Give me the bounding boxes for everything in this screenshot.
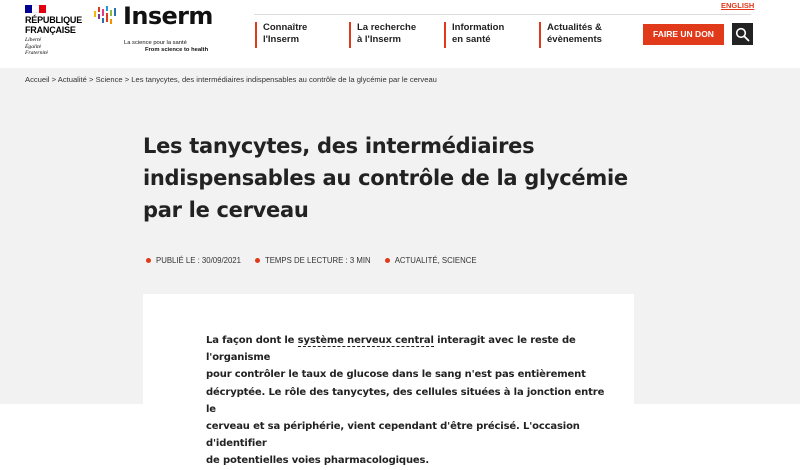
breadcrumb-separator: >: [89, 75, 94, 84]
breadcrumb-actualite[interactable]: Actualité: [57, 75, 87, 84]
bullet-icon: [255, 258, 260, 263]
nav-item-connaitre-inserm[interactable]: [255, 22, 307, 48]
french-flag-icon: [25, 5, 46, 13]
inserm-tagline-en: From science to health: [145, 47, 209, 53]
rf-name: RÉPUBLIQUE FRANÇAISE: [25, 15, 83, 35]
nav-label: Actualités &: [547, 22, 602, 33]
inserm-wordmark: Inserm: [123, 2, 213, 30]
nav-item-information-sante[interactable]: [444, 22, 504, 48]
nav-label: l'Inserm: [263, 33, 300, 45]
inserm-logo-icon: [93, 5, 123, 31]
glossary-term-link[interactable]: système nerveux central: [297, 335, 434, 346]
article-categories: ACTUALITÉ, SCIENCE: [385, 256, 477, 265]
breadcrumb-separator: >: [124, 75, 130, 84]
donate-button[interactable]: FAIRE UN DON: [643, 24, 724, 45]
nav-item-actualites[interactable]: [539, 22, 602, 48]
breadcrumb-separator: >: [51, 75, 57, 84]
page-title: Les tanycytes, des intermédiaires indispensables au contrôle de la glycémie par le cerveau: [143, 134, 628, 222]
published-date: PUBLIÉ LE : 30/09/2021: [146, 256, 241, 265]
article-lead: La façon dont le système nerveux central interagit avec le reste de l'organisme pour contrôler le taux de glucose dans le sang n'est pas entièrement décryptée. Le rôle des tanycytes, des cellules situées à la jonction entre le cerveau et sa périphérie, vient cependant d'être précisé. L'occasion d'identifier de potentielles voies pharmacologiques.: [206, 335, 605, 467]
search-button[interactable]: [732, 23, 753, 45]
bullet-icon: [385, 258, 390, 263]
nav-label: La recherche: [357, 22, 417, 33]
breadcrumb-home[interactable]: Accueil: [25, 75, 50, 84]
header-divider: [254, 14, 751, 15]
inserm-logo[interactable]: [93, 3, 223, 61]
site-header: [0, 0, 800, 68]
nav-label: en santé: [452, 33, 491, 45]
search-icon: [735, 27, 750, 42]
nav-label: Information: [452, 22, 505, 33]
nav-label: Connaître: [263, 22, 308, 33]
republique-francaise-logo[interactable]: [25, 5, 95, 61]
english-language-link[interactable]: ENGLISH: [721, 1, 755, 10]
rf-motto: Liberté Égalité Fraternité: [25, 37, 48, 56]
breadcrumb: [25, 75, 437, 84]
article-meta: [146, 256, 491, 265]
article-body-card: [143, 294, 634, 467]
nav-label: à l'Inserm: [357, 33, 401, 45]
inserm-tagline-fr: La science pour la santé: [124, 40, 187, 46]
bullet-icon: [146, 258, 151, 263]
nav-item-recherche[interactable]: [349, 22, 416, 48]
breadcrumb-current: Les tanycytes, des intermédiaires indispensables au contrôle de la glycémie par le cerveau: [131, 75, 437, 84]
nav-label: évènements: [547, 33, 602, 45]
breadcrumb-science[interactable]: Science: [95, 75, 123, 84]
reading-time: TEMPS DE LECTURE : 3 MIN: [255, 256, 371, 265]
